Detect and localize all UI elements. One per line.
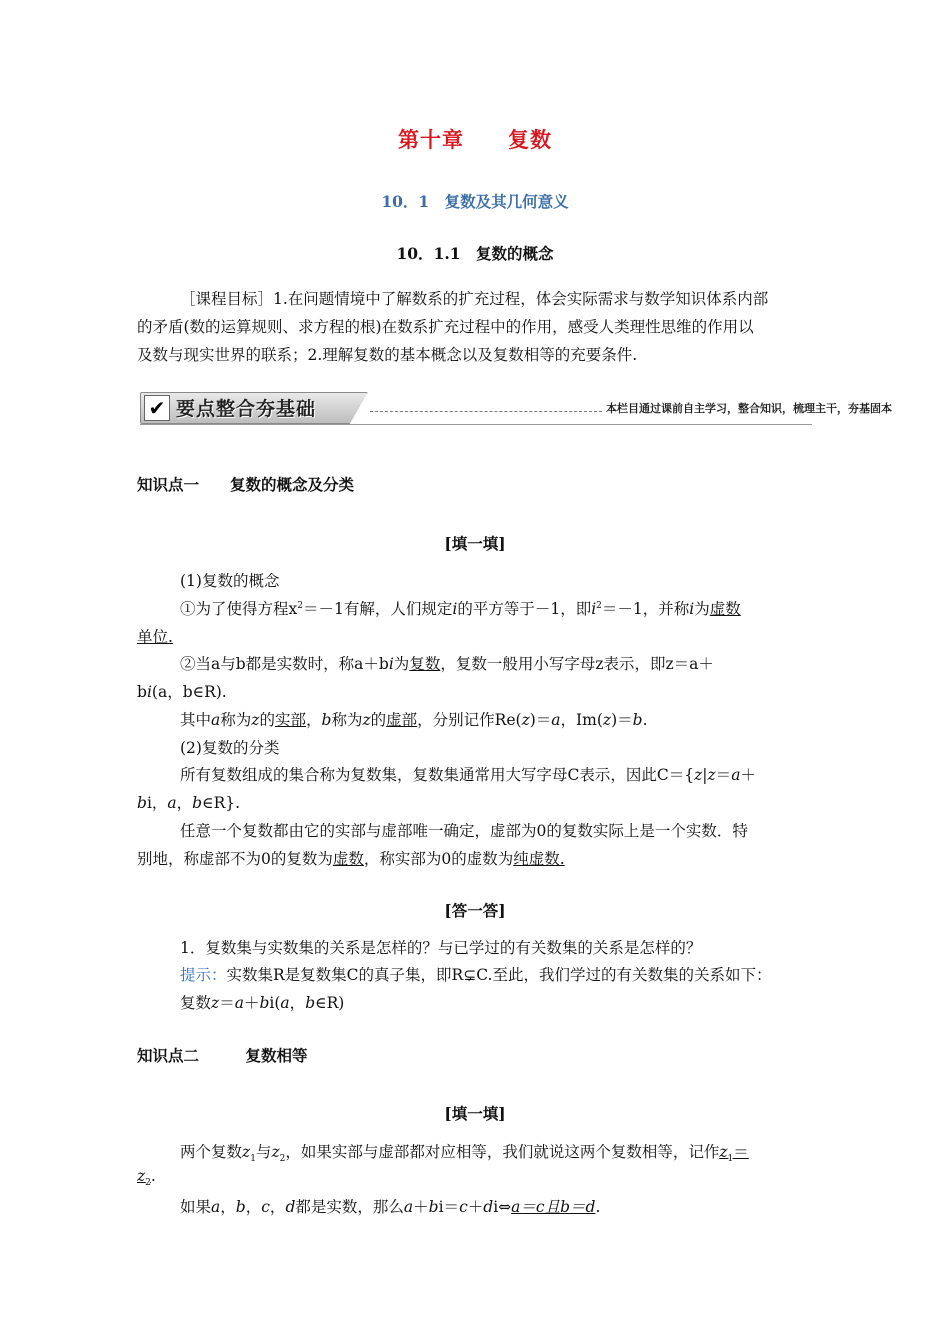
banner-note: 本栏目通过课前自主学习，整合知识，梳理主干，夯基固本	[606, 402, 892, 415]
text: 的	[259, 711, 275, 729]
text: 两个复数	[180, 1143, 243, 1161]
answer-blank: 纯虚数.	[513, 850, 565, 868]
italic: a	[234, 994, 244, 1012]
text: 如果	[180, 1198, 212, 1216]
kp2-paragraph-1	[180, 1140, 749, 1164]
text: 复数	[180, 994, 212, 1012]
text: 的	[370, 711, 387, 729]
text: ，称实部为0的虚数为	[363, 850, 514, 868]
text: 为	[393, 655, 410, 673]
italic: c	[261, 1198, 270, 1216]
text: ＋	[413, 1198, 429, 1216]
text: ，	[176, 794, 193, 812]
text: .	[150, 1167, 156, 1185]
text: )＝	[611, 711, 633, 729]
italic: a	[551, 711, 561, 729]
italic: a	[211, 711, 221, 729]
italic: z	[521, 711, 530, 729]
superscript: 2	[596, 600, 602, 611]
text: ＋	[740, 766, 756, 784]
italic: b	[428, 1198, 439, 1216]
text: |	[702, 766, 708, 784]
check-icon: ✔	[144, 395, 170, 421]
text: ＝－1有解，人们规定	[302, 600, 453, 618]
text: 别地，称虚部不为0的复数为	[137, 850, 333, 868]
text: ②当a与b都是实数时，称a＋b	[180, 655, 389, 673]
text: 其中	[180, 711, 212, 729]
answer-label: [答一答]	[444, 901, 506, 920]
kp1-paragraph-2-cont	[137, 680, 227, 702]
italic: a	[167, 794, 177, 812]
objectives-line-3: 及数与现实世界的联系；2.理解复数的基本概念以及复数相等的充要条件.	[137, 346, 638, 364]
objectives-line-2: 的矛盾(数的运算规则、求方程的根)在数系扩充过程中的作用，感受人类理性思维的作用以	[137, 318, 754, 336]
text: ，分别记作Re(	[417, 711, 522, 729]
text: ，Im(	[560, 711, 603, 729]
italic: z	[707, 766, 716, 784]
kp1-paragraph-4-cont	[137, 791, 240, 813]
answer-blank: ＝	[733, 1143, 749, 1161]
kp2-paragraph-1-cont	[137, 1167, 156, 1188]
italic: b	[632, 711, 643, 729]
italic: b	[137, 794, 147, 812]
kp1-paragraph-2	[180, 652, 714, 674]
text: ，	[245, 1198, 262, 1216]
text: ，	[220, 1198, 236, 1216]
italic: b	[305, 994, 316, 1012]
kp1-subheading-1: (1)复数的概念	[180, 572, 280, 590]
text: 称为	[331, 711, 363, 729]
text: 与	[255, 1143, 272, 1161]
text: ＝	[715, 766, 732, 784]
answer-blank: z	[137, 1167, 146, 1185]
answer-blank: 虚数	[332, 850, 364, 868]
subscript: 1	[727, 1154, 734, 1165]
text: 的平方等于－1，即	[457, 600, 592, 618]
chapter-title: 第十章 复数	[398, 127, 552, 152]
fill-in-label-1: [填一填]	[444, 534, 506, 553]
text: ＝	[219, 994, 235, 1012]
italic: z	[242, 1143, 251, 1161]
text: 称为	[220, 711, 252, 729]
italic: i	[591, 600, 597, 618]
hint-line	[180, 963, 771, 985]
italic: z	[271, 1143, 280, 1161]
subscript: 2	[145, 1178, 151, 1189]
text: .	[595, 1198, 601, 1216]
text: ∈R)	[315, 994, 345, 1012]
banner-title: 要点整合夯基础	[176, 398, 317, 420]
text: i＝	[438, 1198, 460, 1216]
hint-label: 提示：	[180, 966, 227, 984]
italic: z	[602, 711, 612, 729]
text: ＝－1，并称	[601, 600, 690, 618]
italic: z	[251, 711, 260, 729]
text: ①为了使得方程x	[180, 600, 298, 618]
answer-blank: 实部	[274, 711, 306, 729]
superscript: 2	[297, 600, 303, 611]
italic: b	[192, 794, 203, 812]
italic: a	[403, 1198, 414, 1216]
italic: i	[388, 655, 394, 673]
italic: z	[362, 711, 371, 729]
subscript: 2	[279, 1154, 286, 1165]
text: .	[642, 711, 648, 729]
answer-blank: a＝c且b＝d	[511, 1198, 596, 1216]
text: i(	[269, 994, 281, 1012]
kp1-subheading-2: (2)复数的分类	[180, 739, 280, 757]
section-banner	[140, 392, 892, 424]
answer-blank: 虚部	[386, 711, 418, 729]
kp2-paragraph-2	[180, 1195, 600, 1217]
italic: i	[452, 600, 458, 618]
italic: b	[235, 1198, 246, 1216]
answer-blank: z	[719, 1143, 728, 1161]
text: i，	[146, 794, 168, 812]
italic: c	[459, 1198, 468, 1216]
kp1-paragraph-1-cont	[137, 625, 173, 647]
text: (a，b∈R).	[151, 683, 227, 701]
text: )＝	[529, 711, 552, 729]
text: 所有复数组成的集合称为复数集，复数集通常用大写字母C表示，因此C＝{	[180, 766, 695, 784]
formula-line	[180, 991, 344, 1013]
subsection-title: 10．1.1 复数的概念	[396, 244, 554, 263]
text: ，	[305, 711, 322, 729]
italic: b	[321, 711, 332, 729]
kp1-paragraph-5: 任意一个复数都由它的实部与虚部唯一确定，虚部为0的复数实际上是一个实数．特	[180, 822, 748, 840]
italic: d	[285, 1198, 296, 1216]
italic: i	[689, 600, 695, 618]
banner-rule	[140, 424, 812, 425]
text: i⇔	[493, 1198, 512, 1216]
italic: d	[483, 1198, 494, 1216]
text: ，如果实部与虚部都对应相等，我们就说这两个复数相等，记作	[285, 1143, 720, 1161]
question-1: 1．复数集与实数集的关系是怎样的？与已学过的有关数集的关系是怎样的？	[180, 939, 702, 957]
hint-text: 实数集R是复数集C的真子集，即R⊊C.至此，我们学过的有关数集的关系如下：	[226, 966, 772, 984]
kp1-paragraph-1	[180, 597, 741, 619]
italic: z	[694, 766, 703, 784]
text: ＋	[467, 1198, 484, 1216]
text: b	[137, 683, 147, 701]
text: ，复数一般用小写字母z表示，即z＝a＋	[440, 655, 714, 673]
kp1-paragraph-4	[180, 763, 756, 785]
text: 为	[694, 600, 710, 618]
italic: i	[146, 683, 152, 701]
answer-blank: 复数	[409, 655, 441, 673]
kp1-paragraph-3	[180, 708, 648, 730]
knowledge-point-2-heading: 知识点二 复数相等	[137, 1046, 308, 1065]
fill-in-label-2: [填一填]	[444, 1104, 506, 1123]
banner-divider	[370, 411, 602, 412]
knowledge-point-1-heading: 知识点一 复数的概念及分类	[137, 475, 355, 494]
italic: a	[280, 994, 290, 1012]
text: ，	[269, 1198, 286, 1216]
text: ，	[289, 994, 306, 1012]
answer-blank: 虚数	[709, 600, 741, 618]
text: ∈R}.	[202, 794, 241, 812]
text: 都是实数，那么	[295, 1198, 404, 1216]
subscript: 1	[250, 1154, 256, 1165]
answer-blank: 单位.	[137, 628, 173, 646]
italic: z	[211, 994, 220, 1012]
kp1-paragraph-5-cont	[137, 847, 565, 869]
objectives-line-1: ［课程目标］1.在问题情境中了解数系的扩充过程，体会实际需求与数学知识体系内部	[180, 290, 769, 308]
italic: a	[731, 766, 741, 784]
section-title: 10．1 复数及其几何意义	[381, 192, 569, 211]
italic: a	[211, 1198, 221, 1216]
italic: b	[259, 994, 270, 1012]
text: ＋	[243, 994, 260, 1012]
